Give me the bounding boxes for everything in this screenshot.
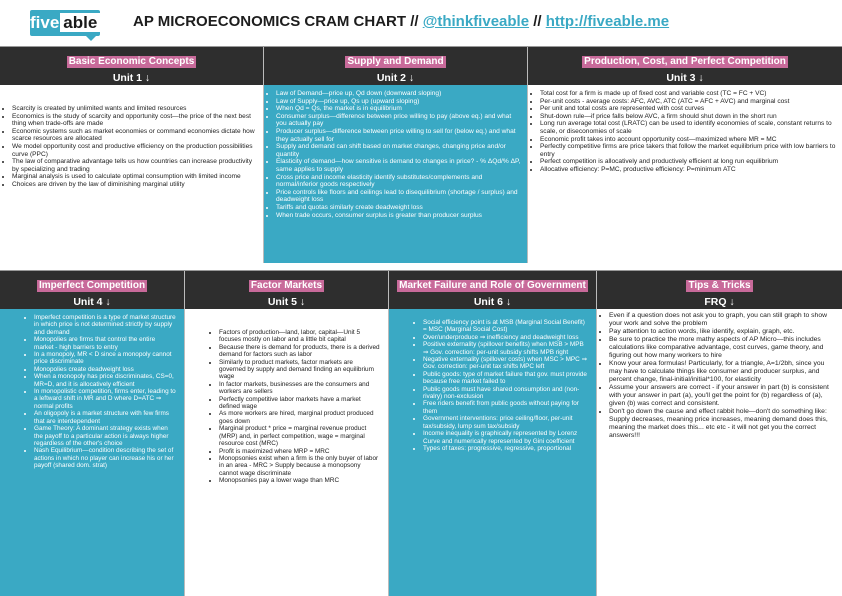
unit-6-title: Market Failure and Role of Government [399, 280, 586, 291]
title-text: AP MICROECONOMICS CRAM CHART // [133, 13, 419, 30]
list-item: • Choices are driven by the law of diminishing marginal utility [12, 181, 259, 189]
list-item: • The law of comparative advantage tells us how countries can increase productivity by specializing and trading [12, 158, 259, 173]
unit-1-header [0, 47, 263, 85]
unit-5-header [185, 271, 388, 309]
unit-4-title: Imperfect Competition [38, 280, 146, 291]
unit-5-list [185, 329, 388, 485]
fiveable-logo[interactable] [30, 10, 100, 36]
unit-3-column [528, 47, 842, 263]
list-item: • Nash Equilibrium—condition describing the set of actions in which no player can increase his or her payoff (shared dom. strat) [34, 447, 176, 469]
unit-2-body [264, 85, 527, 263]
list-item: • Elasticity of demand—how sensitive is demand to changes in price? - % ΔQd/% ΔP, same applies to supply [276, 158, 523, 173]
logo-tail-shape [84, 34, 98, 41]
unit-2-title: Supply and Demand [347, 56, 444, 67]
list-item: • In monopolistic competition, firms enter, leading to a leftward shift in MR and D where D=ATC ⇒ normal profits [34, 388, 176, 410]
tips-column [597, 271, 842, 596]
tips-subtitle: FRQ ↓ [704, 296, 735, 308]
unit-1-column [0, 47, 264, 263]
logo-part-able: able [60, 13, 100, 32]
tips-header [597, 271, 842, 309]
list-item: • Don't go down the cause and effect rabbit hole—don't do something like: Supply decreases, meaning price increases, meaning demand does this, meaning the market does this... etc etc - it will not get you the correct answers!!! [609, 408, 838, 440]
list-item: • Shut-down rule—if price falls below AVC, a firm should shut down in the short run [540, 113, 838, 121]
unit-3-body [528, 85, 842, 263]
unit-1-body [0, 85, 263, 263]
unit-6-header [389, 271, 596, 309]
list-item: • Monopsonies exist when a firm is the only buyer of labor in an area - MRC > Supply because a monopsony cannot wage discriminate [219, 455, 380, 477]
list-item: • Pay attention to action words, like identify, explain, graph, etc. [609, 328, 838, 336]
unit-1-title: Basic Economic Concepts [68, 56, 195, 67]
unit-6-body [389, 309, 596, 596]
unit-5-title: Factor Markets [250, 280, 323, 291]
list-item: • Public goods must have shared consumption and (non-rivalry) non-exclusion [423, 386, 588, 401]
row-top [0, 46, 842, 263]
header [0, 0, 842, 46]
unit-4-list [0, 314, 184, 470]
list-item: • Price controls like floors and ceilings lead to disequilibrium (shortage / surplus) and deadweight loss [276, 189, 523, 204]
unit-3-title: Production, Cost, and Perfect Competition [584, 56, 786, 67]
list-item: • Allocative efficiency: P=MC, productive efficiency: P=minimum ATC [540, 166, 838, 174]
unit-1-subtitle: Unit 1 ↓ [112, 72, 151, 84]
list-item: • Monopsonies pay a lower wage than MRC [219, 477, 380, 484]
unit-6-list [389, 319, 596, 452]
list-item: • Per-unit costs - average costs: AFC, AVC, ATC (ATC = AFC + AVC) and marginal cost [540, 98, 838, 106]
list-item: • As more workers are hired, marginal product produced goes down [219, 410, 380, 425]
list-item: • Scarcity is created by unlimited wants and limited resources [12, 105, 259, 113]
list-item: • Producer surplus—difference between price willing to sell for (below eq.) and what they actually sell for [276, 128, 523, 143]
list-item: • Supply and demand can shift based on market changes, changing price and/or quantity [276, 143, 523, 158]
list-item: • When trade occurs, consumer surplus is greater than producer surplus [276, 212, 523, 220]
list-item: • Know your area formulas! Particularly, for a triangle, A=1/2bh, since you may have to calculate things like consumer and producer surplus, and percent change, final-initial/initial*100, for elasticity [609, 360, 838, 384]
tips-title: Tips & Tricks [688, 280, 751, 291]
list-item: • Marginal product * price = marginal revenue product (MRP) and, in perfect competition, wage = marginal resource cost (MRC) [219, 425, 380, 447]
twitter-handle-link[interactable]: @thinkfiveable [422, 13, 530, 30]
unit-5-subtitle: Unit 5 ↓ [267, 296, 306, 308]
list-item: • Perfect competition is allocatively and productively efficient at long run equilibrium [540, 158, 838, 166]
tips-list [597, 312, 842, 440]
list-item: • Consumer surplus—difference between price willing to pay (above eq.) and what you actually pay [276, 113, 523, 128]
list-item: • In factor markets, businesses are the consumers and workers are sellers [219, 381, 380, 396]
list-item: • Because there is demand for products, there is a derived demand for factors such as labor [219, 344, 380, 359]
list-item: • Types of taxes: progressive, regressive, proportional [423, 445, 588, 452]
website-link[interactable]: http://fiveable.me [545, 13, 670, 30]
list-item: • Social efficiency point is at MSB (Marginal Social Benefit) = MSC (Marginal Social Cost) [423, 319, 588, 334]
logo-part-five: five [30, 13, 60, 32]
list-item: • Economic profit takes into account opportunity cost—maximized where MR = MC [540, 136, 838, 144]
list-item: • Income inequality is graphically represented by Lorenz Curve and numerically represented by Gini coefficient [423, 430, 588, 445]
list-item: • Tariffs and quotas similarly create deadweight loss [276, 204, 523, 212]
list-item: • Assume your answers are correct - if your answer in part (b) is consistent with your answer in part (a), you'll get the point for (b) regardless of (a), given (b) was correct and consistent. [609, 384, 838, 408]
list-item: • Factors of production—land, labor, capital—Unit 5 focuses mostly on labor and a little bit capital [219, 329, 380, 344]
unit-2-list [264, 90, 527, 219]
list-item: • Monopolies are firms that control the entire market - high barriers to entry [34, 336, 176, 351]
list-item: • Economic systems such as market economies or command economies dictate how scarce resources are allocated [12, 128, 259, 143]
list-item: • Monopolies create deadweight loss [34, 366, 176, 373]
unit-4-header [0, 271, 184, 309]
unit-5-body [185, 309, 388, 596]
list-item: • Free riders benefit from public goods without paying for them [423, 400, 588, 415]
unit-2-header [264, 47, 527, 85]
list-item: • Economics is the study of scarcity and opportunity cost—the price of the next best thing when trade-offs are made [12, 113, 259, 128]
list-item: • Negative externality (spillover costs) when MSC > MPC ⇒ Gov. correction: per-unit tax shifts MPC left [423, 356, 588, 371]
list-item: • Positive externality (spillover benefits) when MSB > MPB ⇒ Gov. correction: per-unit subsidy shifts MPB right [423, 341, 588, 356]
list-item: • Public goods: type of market failure that gov. must provide because free market failed to [423, 371, 588, 386]
list-item: • Profit is maximized where MRP = MRC [219, 448, 380, 455]
list-item: • Imperfect competition is a type of market structure in which price is not determined strictly by supply and demand [34, 314, 176, 336]
list-item: • An oligopoly is a market structure with few firms that are interdependent [34, 410, 176, 425]
unit-3-list [528, 90, 842, 174]
list-item: • Long run average total cost (LRATC) can be used to identify economies of scale, constant returns to scale, or diseconomies of scale [540, 120, 838, 135]
title-separator: // [529, 13, 546, 30]
list-item: • Over/underproduce ⇒ inefficiency and deadweight loss [423, 334, 588, 341]
list-item: • We model opportunity cost and productive efficiency on the production possibilities curve (PPC) [12, 143, 259, 158]
list-item: • Be sure to practice the more mathy aspects of AP Micro—this includes calculations like comparative advantage, cost curves, game theory, and figuring out how many workers to hire [609, 336, 838, 360]
list-item: • When a monopoly has price discriminates, CS=0, MR=D, and it is allocatively efficient [34, 373, 176, 388]
row-bottom [0, 270, 842, 596]
unit-6-column [389, 271, 597, 596]
unit-4-subtitle: Unit 4 ↓ [73, 296, 111, 308]
list-item: • Cross price and income elasticity identify substitutes/complements and normal/inferior goods respectively [276, 174, 523, 189]
list-item: • Game Theory: A dominant strategy exists when the payoff to a particular action is always higher regardless of the other's choice [34, 425, 176, 447]
unit-2-column [264, 47, 528, 263]
list-item: • Law of Demand—price up, Qd down (downward sloping) [276, 90, 523, 98]
list-item: • Law of Supply—price up, Qs up (upward sloping) [276, 98, 523, 106]
unit-1-list [0, 105, 263, 189]
unit-2-subtitle: Unit 2 ↓ [376, 72, 415, 84]
unit-4-column [0, 271, 185, 596]
list-item: • When Qd = Qs, the market is in equilibrium [276, 105, 523, 113]
unit-6-subtitle: Unit 6 ↓ [473, 296, 512, 308]
list-item: • Total cost for a firm is made up of fixed cost and variable cost (TC = FC + VC) [540, 90, 838, 98]
unit-3-subtitle: Unit 3 ↓ [666, 72, 704, 84]
unit-5-column [185, 271, 389, 596]
page-title [133, 13, 669, 30]
tips-body [597, 309, 842, 596]
list-item: • Similarly to product markets, factor markets are governed by supply and demand finding an equilibrium wage [219, 359, 380, 381]
list-item: • Even if a question does not ask you to graph, you can still graph to show your work and solve the problem [609, 312, 838, 328]
list-item: • Marginal analysis is used to calculate optimal consumption with limited income [12, 173, 259, 181]
unit-3-header [528, 47, 842, 85]
list-item: • Perfectly competitive firms are price takers that follow the market equilibrium price with low barriers to entry [540, 143, 838, 158]
list-item: • Per unit and total costs are represented with cost curves [540, 105, 838, 113]
unit-4-body [0, 309, 184, 596]
list-item: • In a monopoly, MR < D since a monopoly cannot price discriminate [34, 351, 176, 366]
list-item: • Perfectly competitive labor markets have a market defined wage [219, 396, 380, 411]
list-item: • Government interventions: price ceiling/floor, per-unit tax/subsidy, lump sum tax/subsidy [423, 415, 588, 430]
